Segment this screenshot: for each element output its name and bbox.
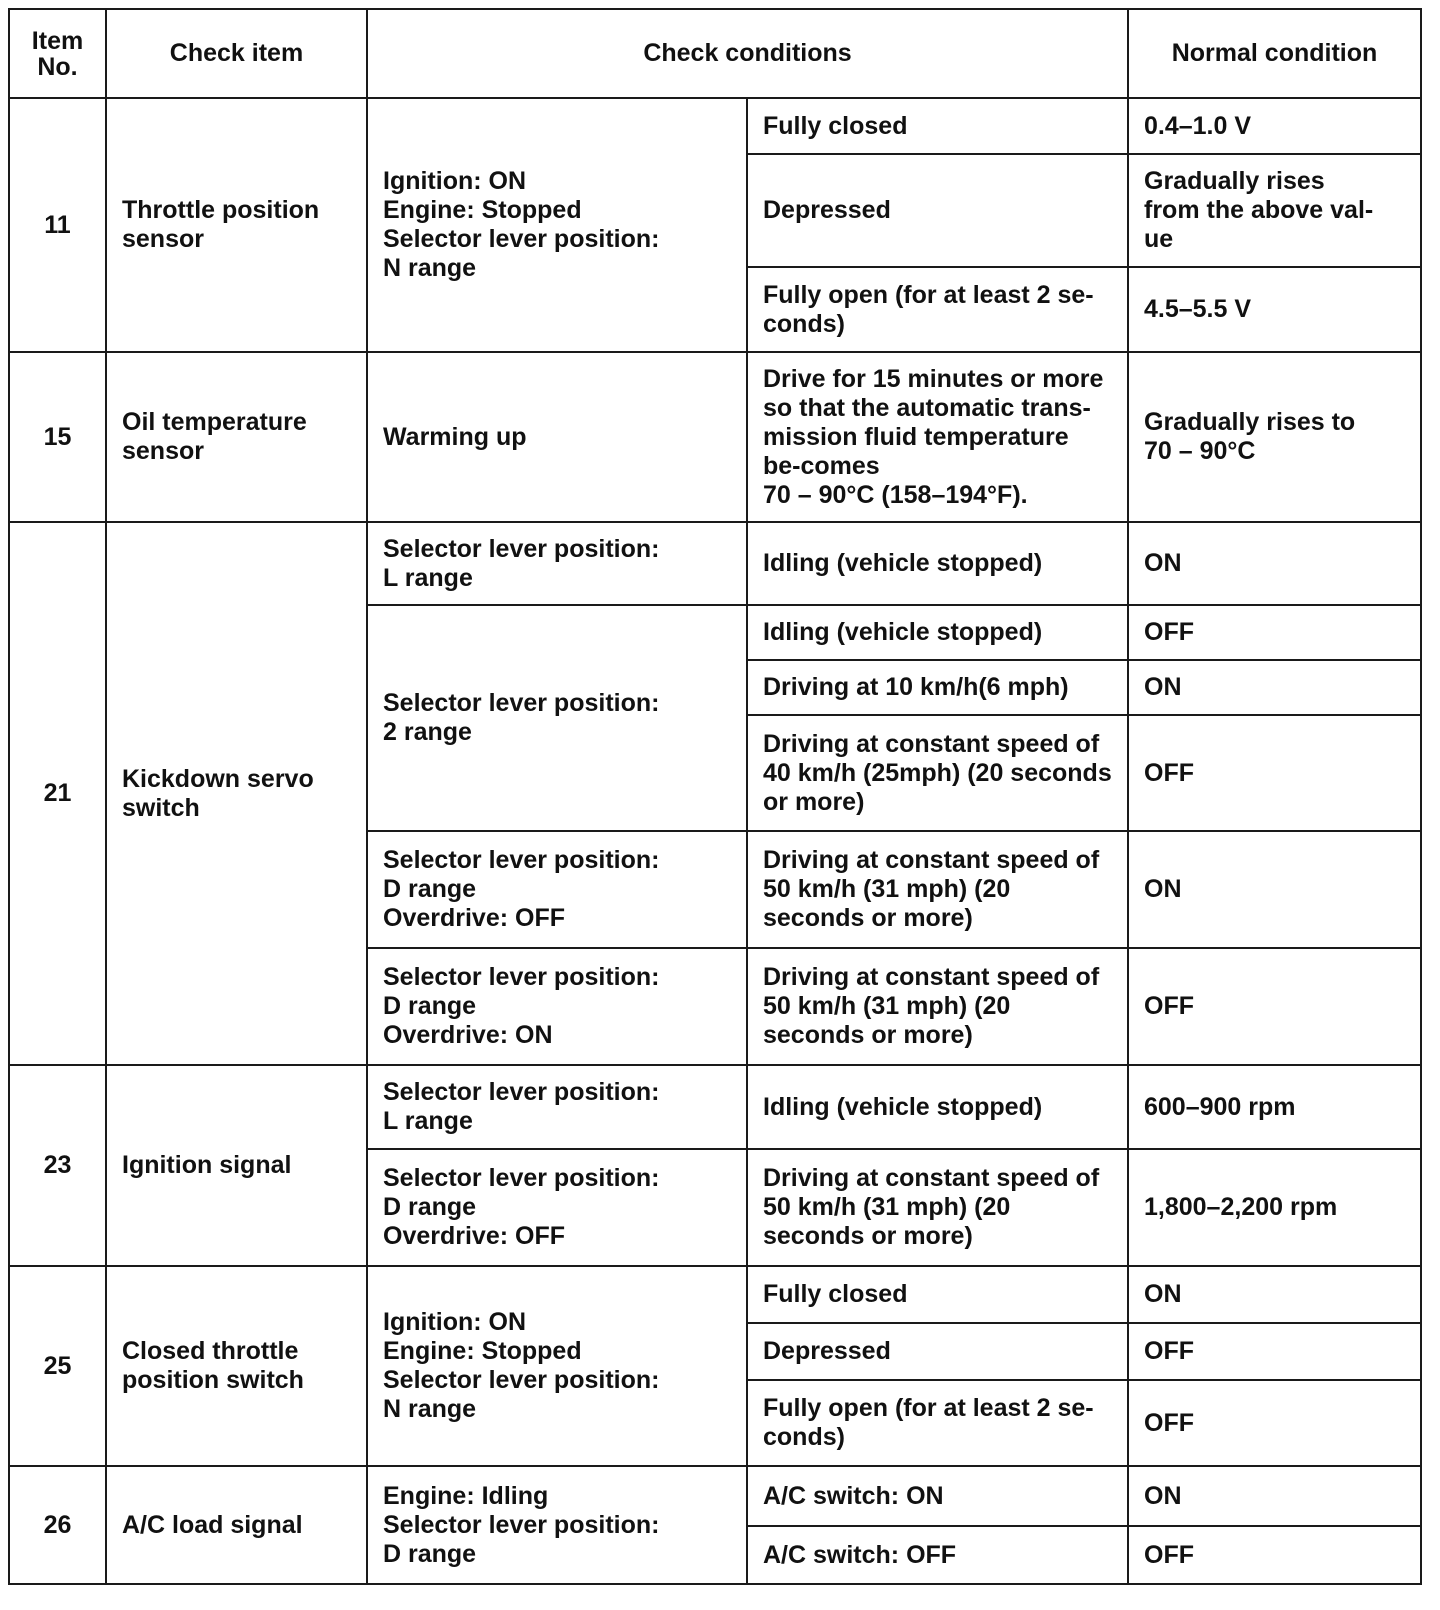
check-condition: Ignition: ON Engine: Stopped Selector lever position: N range (367, 1266, 747, 1466)
header-item-no: Item No. (9, 9, 106, 98)
normal-value: OFF (1128, 1323, 1421, 1380)
table-row (9, 1065, 1421, 1149)
condition-detail: Fully closed (747, 1266, 1128, 1323)
normal-value: ON (1128, 660, 1421, 715)
item-number: 21 (9, 522, 106, 1065)
table-row (9, 1266, 1421, 1323)
normal-value: ON (1128, 522, 1421, 605)
check-condition: Selector lever position: 2 range (367, 605, 747, 831)
normal-value: 4.5–5.5 V (1128, 267, 1421, 352)
normal-value: 600–900 rpm (1128, 1065, 1421, 1149)
normal-value: ON (1128, 1266, 1421, 1323)
condition-detail: Depressed (747, 154, 1128, 267)
check-condition: Selector lever position: L range (367, 522, 747, 605)
condition-detail: Idling (vehicle stopped) (747, 605, 1128, 660)
normal-value: OFF (1128, 1380, 1421, 1466)
condition-detail: Idling (vehicle stopped) (747, 522, 1128, 605)
normal-value: 1,800–2,200 rpm (1128, 1149, 1421, 1266)
check-item-name: Kickdown servo switch (106, 522, 367, 1065)
header-row (9, 9, 1421, 98)
item-number: 15 (9, 352, 106, 522)
normal-value: ON (1128, 831, 1421, 948)
header-check-item: Check item (106, 9, 367, 98)
inspection-check-table (8, 8, 1422, 1585)
normal-value: OFF (1128, 1526, 1421, 1584)
condition-detail: Driving at constant speed of 50 km/h (31 mph) (20 seconds or more) (747, 1149, 1128, 1266)
condition-detail: Fully open (for at least 2 se- conds) (747, 267, 1128, 352)
check-condition: Selector lever position: L range (367, 1065, 747, 1149)
check-item-name: Ignition signal (106, 1065, 367, 1266)
check-condition: Selector lever position: D range Overdrive: OFF (367, 1149, 747, 1266)
normal-value: OFF (1128, 605, 1421, 660)
condition-detail: Fully open (for at least 2 se- conds) (747, 1380, 1128, 1466)
table-row (9, 352, 1421, 522)
header-normal-condition: Normal condition (1128, 9, 1421, 98)
item-number: 26 (9, 1466, 106, 1584)
condition-detail: A/C switch: ON (747, 1466, 1128, 1526)
condition-detail: Driving at 10 km/h(6 mph) (747, 660, 1128, 715)
normal-value: OFF (1128, 715, 1421, 831)
item-number: 25 (9, 1266, 106, 1466)
condition-detail: Fully closed (747, 98, 1128, 154)
check-condition: Engine: Idling Selector lever position: D range (367, 1466, 747, 1584)
condition-detail: Drive for 15 minutes or more so that the automatic trans-mission fluid temperature be-comes 70 – 90°C (158–194°F). (747, 352, 1128, 522)
table-row (9, 98, 1421, 154)
check-condition: Selector lever position: D range Overdrive: ON (367, 948, 747, 1065)
normal-value: 0.4–1.0 V (1128, 98, 1421, 154)
condition-detail: Driving at constant speed of 50 km/h (31 mph) (20 seconds or more) (747, 948, 1128, 1065)
condition-detail: Depressed (747, 1323, 1128, 1380)
condition-detail: Driving at constant speed of 40 km/h (25mph) (20 seconds or more) (747, 715, 1128, 831)
check-item-name: Oil temperature sensor (106, 352, 367, 522)
table-row (9, 522, 1421, 605)
check-table-sheet (8, 8, 1422, 1585)
normal-value: OFF (1128, 948, 1421, 1065)
condition-detail: Driving at constant speed of 50 km/h (31 mph) (20 seconds or more) (747, 831, 1128, 948)
check-condition: Selector lever position: D range Overdrive: OFF (367, 831, 747, 948)
check-item-name: Closed throttle position switch (106, 1266, 367, 1466)
item-number: 23 (9, 1065, 106, 1266)
normal-value: Gradually rises to 70 – 90°C (1128, 352, 1421, 522)
condition-detail: Idling (vehicle stopped) (747, 1065, 1128, 1149)
normal-value: ON (1128, 1466, 1421, 1526)
header-check-conditions: Check conditions (367, 9, 1128, 98)
normal-value: Gradually rises from the above val- ue (1128, 154, 1421, 267)
item-number: 11 (9, 98, 106, 352)
check-item-name: Throttle position sensor (106, 98, 367, 352)
check-item-name: A/C load signal (106, 1466, 367, 1584)
check-condition: Ignition: ON Engine: Stopped Selector lever position: N range (367, 98, 747, 352)
table-row (9, 1466, 1421, 1526)
check-condition: Warming up (367, 352, 747, 522)
condition-detail: A/C switch: OFF (747, 1526, 1128, 1584)
